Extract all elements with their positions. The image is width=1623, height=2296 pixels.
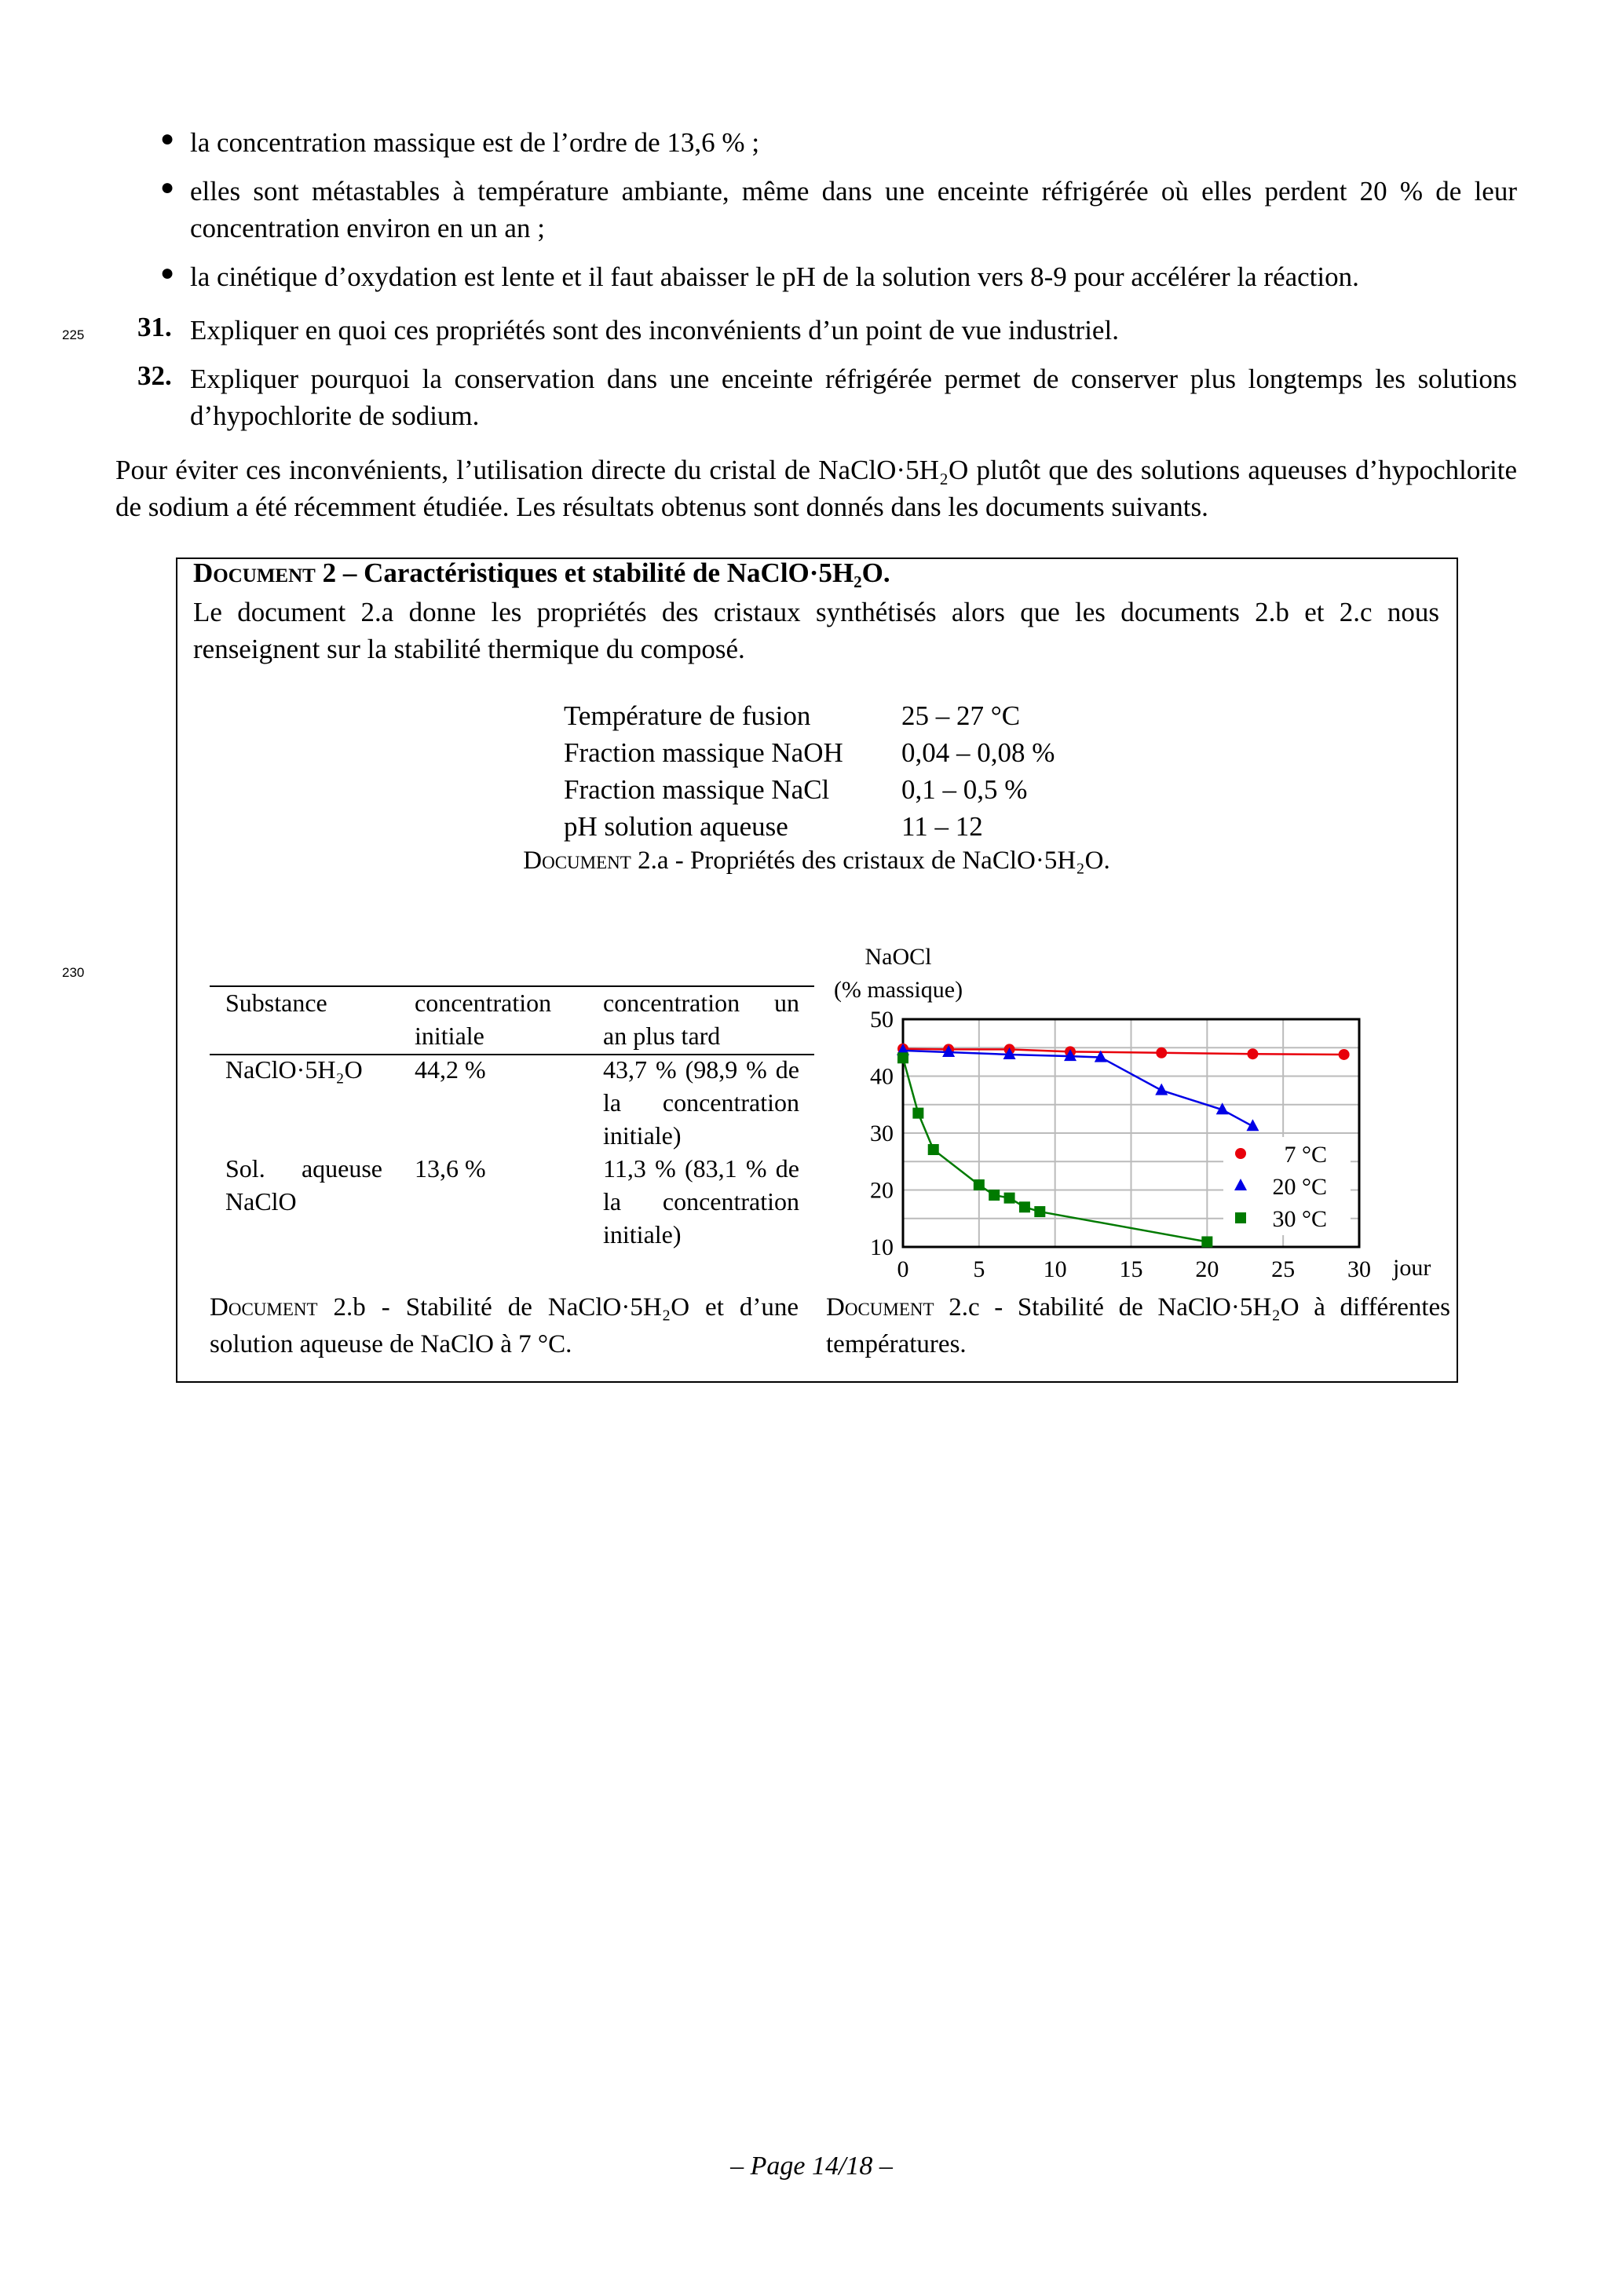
question-number: 31. [137, 312, 172, 342]
page-footer: – Page 14/18 – [730, 2152, 893, 2181]
x-tick-label: 25 [1271, 1256, 1296, 1282]
property-label: Fraction massique NaOH [564, 737, 843, 768]
y-axis-label: (% massique) [833, 977, 963, 1003]
x-tick-label: 0 [897, 1256, 909, 1282]
x-tick-label: 5 [973, 1256, 985, 1282]
table-cell: NaClO·5H₂O [225, 1055, 363, 1084]
y-tick-label: 50 [870, 1007, 894, 1033]
table-header: concentration un an plus tard [603, 989, 799, 1050]
data-point-square [974, 1179, 985, 1190]
legend-label: 7 °C [1284, 1142, 1327, 1168]
x-axis-label: jour [1393, 1255, 1431, 1281]
data-point-triangle [1155, 1084, 1168, 1095]
series-line-triangle [903, 1051, 1252, 1126]
caption-label: Document [826, 1293, 934, 1322]
caption-text: 2.c - Stabilité de NaClO·5H₂O à différentes températures. [826, 1293, 1450, 1358]
bullet-icon: ● [160, 260, 175, 286]
caption-label: Document [523, 846, 631, 875]
property-label: pH solution aqueuse [564, 811, 788, 842]
document-title-text: – Caractéristiques et stabilité de NaClO·5H₂O. [336, 558, 890, 588]
data-point-square [912, 1108, 923, 1119]
property-value: 11 – 12 [901, 811, 983, 842]
y-tick-label: 10 [870, 1234, 894, 1260]
table-cell: 11,3 % (83,1 % de la concentration initiale) [603, 1154, 799, 1249]
data-point-square [897, 1052, 908, 1063]
bullet-icon: ● [160, 174, 175, 200]
legend-square-icon [1235, 1212, 1246, 1223]
data-point-square [1034, 1206, 1045, 1217]
x-tick-label: 10 [1043, 1256, 1067, 1282]
bullet-item: la cinétique d’oxydation est lente et il faut abaisser le pH de la solution vers 8-9 pour accélérer la réaction. [190, 261, 1359, 292]
bullet-icon: ● [160, 126, 175, 152]
data-point-square [928, 1144, 939, 1155]
property-label: Température de fusion [564, 700, 811, 731]
document-label: Document 2 [193, 558, 337, 588]
data-point-circle [1156, 1047, 1167, 1058]
table-cell: 44,2 % [415, 1055, 486, 1084]
legend-circle-icon [1235, 1148, 1246, 1159]
data-point-square [1019, 1201, 1030, 1212]
data-point-circle [1339, 1049, 1350, 1060]
table-header: concentration initiale [415, 989, 552, 1050]
property-value: 25 – 27 °C [901, 700, 1021, 731]
caption-text: 2.a - Propriétés des cristaux de NaClO·5H₂O. [631, 846, 1110, 875]
data-point-square [1004, 1193, 1015, 1204]
table-cell: 13,6 % [415, 1154, 486, 1183]
document-intro: Le document 2.a donne les propriétés des cristaux synthétisés alors que les documents 2.b et 2.c nous renseignent sur la stabilité thermique du composé. [193, 597, 1439, 664]
line-number: 225 [62, 327, 85, 342]
y-axis-label: NaOCl [865, 944, 932, 970]
bullet-item: la concentration massique est de l’ordre de 13,6 % ; [190, 127, 760, 158]
bullet-item: elles sont métastables à température ambiante, même dans une enceinte réfrigérée où elles perdent 20 % de leur concentration environ en un an ; [190, 176, 1517, 243]
intro-paragraph: Pour éviter ces inconvénients, l’utilisation directe du cristal de NaClO·5H₂O plutôt que des solutions aqueuses d’hypochlorite de sodium a été récemment étudiée. Les résultats obtenus sont donnés dans les documents suivants. [115, 455, 1517, 522]
x-tick-label: 20 [1195, 1256, 1219, 1282]
x-tick-label: 15 [1119, 1256, 1143, 1282]
data-point-triangle [1246, 1119, 1259, 1131]
legend-label: 30 °C [1272, 1206, 1327, 1232]
caption-label: Document [210, 1293, 318, 1322]
property-value: 0,04 – 0,08 % [901, 737, 1055, 768]
question-text: Expliquer en quoi ces propriétés sont des inconvénients d’un point de vue industriel. [190, 315, 1119, 345]
y-tick-label: 20 [870, 1177, 894, 1204]
question-number: 32. [137, 360, 172, 391]
line-number: 230 [62, 965, 85, 980]
y-tick-label: 40 [870, 1063, 894, 1090]
legend-label: 20 °C [1272, 1174, 1327, 1200]
x-tick-label: 30 [1347, 1256, 1371, 1282]
table-cell: 43,7 % (98,9 % de la concentration initiale) [603, 1055, 799, 1150]
question-text: Expliquer pourquoi la conservation dans une enceinte réfrigérée permet de conserver plus longtemps les solutions d’hypochlorite de sodium. [190, 364, 1517, 431]
data-point-circle [1247, 1048, 1258, 1059]
table-header: Substance [225, 989, 327, 1017]
data-point-square [1201, 1236, 1212, 1247]
property-label: Fraction massique NaCl [564, 774, 830, 805]
property-value: 0,1 – 0,5 % [901, 774, 1028, 805]
caption-text: 2.b - Stabilité de NaClO·5H₂O et d’une solution aqueuse de NaClO à 7 °C. [210, 1293, 799, 1358]
table-cell: Sol. aqueuse NaClO [225, 1154, 382, 1216]
data-point-square [989, 1190, 1000, 1201]
y-tick-label: 30 [870, 1121, 894, 1146]
